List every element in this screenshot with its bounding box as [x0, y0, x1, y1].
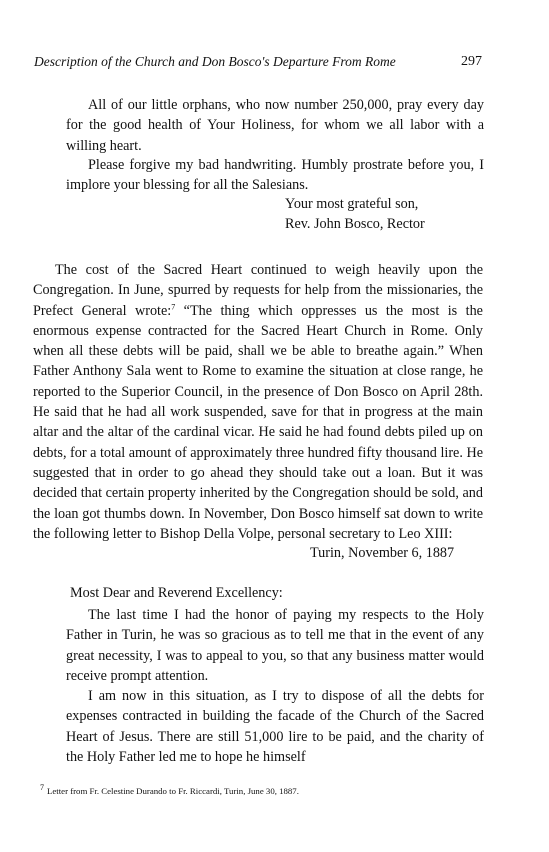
running-header	[34, 54, 482, 72]
letter-salutation: Most Dear and Reverend Excellency:	[70, 585, 283, 601]
footnote-text: Letter from Fr. Celestine Durando to Fr. Riccardi, Turin, June 30, 1887.	[47, 786, 299, 796]
footnote	[40, 783, 299, 796]
letter-paragraph-handwriting: Please forgive my bad handwriting. Humbly prostrate before you, I implore your blessing for all the Salesians.	[66, 157, 484, 194]
body-paragraph	[33, 260, 483, 544]
footnote-reference: 7	[171, 301, 176, 311]
page-number: 297	[461, 54, 482, 69]
letter-paragraph-debts: I am now in this situation, as I try to dispose of all the debts for expenses contracted in building the facade of the Church of the Sacred Heart of Jesus. There are still 51,000 lire to be paid, and the charity of the Holy Father led me to hope he himself	[66, 688, 484, 765]
letter-closing: Your most grateful son,	[285, 196, 419, 212]
letter-signature: Rev. John Bosco, Rector	[285, 216, 425, 232]
body-text-part-2: “The thing which oppresses us the most is the enormous expense contracted for the Sacred Heart Church in Rome. Only when all these debts will be paid, shall we be able to breathe again.” When Father Anthony Sala went to Rome to examine the situation at close range, he reported to the Superior Council, in the presence of Don Bosco on April 28th. He said that he had all work suspended, save for that in progress at the main altar and the altar of the cardinal vicar. He said he had found debts piled up on debts, for a total amount of approximately three hundred fifty thousand lire. He suggested that in order to go ahead they should take out a loan. But it was decided that certain property inherited by the Congregation should be sold, and the loan got thumbs down. In November, Don Bosco himself sat down to write the following letter to Bishop Della Volpe, personal secretary to Leo XIII:	[33, 302, 483, 542]
letter-dateline: Turin, November 6, 1887	[310, 545, 455, 561]
letter-paragraph-holy-father: The last time I had the honor of paying my respects to the Holy Father in Turin, he was so gracious as to tell me that in the event of any great necessity, I was to appeal to you, so that any business matter would receive prompt attention.	[66, 607, 484, 684]
body-text-part-1: The cost of the Sacred Heart continued to weigh heavily upon the Congregation. In June, spurred by requests for help from the missionaries, the Prefect General wrote:	[33, 262, 483, 319]
footnote-marker: 7	[40, 783, 44, 793]
letter-paragraph-orphans: All of our little orphans, who now number 250,000, pray every day for the good health of Your Holiness, for whom we all labor with a willing heart.	[66, 97, 484, 154]
running-title: Description of the Church and Don Bosco's Departure From Rome	[34, 54, 396, 69]
